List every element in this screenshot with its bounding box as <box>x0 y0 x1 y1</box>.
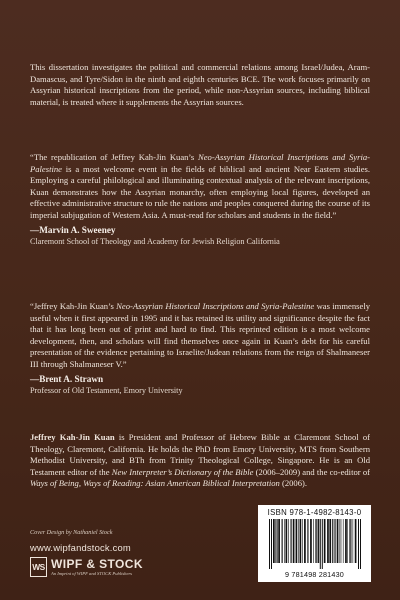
barcode-guard-bar <box>322 519 323 569</box>
barcode-guard-bar <box>358 519 359 569</box>
barcode-bar <box>340 519 341 563</box>
barcode-bar <box>334 519 335 563</box>
barcode-guard-bar <box>320 519 321 569</box>
endorsement-sweeney <box>30 152 370 247</box>
endorsement-text-end: was immensely useful when it first appeared in 1995 and it has retained its utility and significance despite the fact that it has long been out of print and hard to find. This reprinted edition is a most welcome development, then, and scholars will find themselves once again in Kuan’s debt for his careful presentation of the evidence pertaining to Israelite/Judean relations from the reign of Shalmaneser III through Shalmaneser V.” <box>30 301 371 369</box>
publisher-logo-block <box>30 556 143 578</box>
barcode-bar <box>349 519 350 563</box>
barcode-bar <box>355 519 357 563</box>
endorsement-text <box>30 152 370 222</box>
endorsement-text-start: “Jeffrey Kah-Jin Kuan’s <box>30 301 117 311</box>
endorsement-text-end: is a most welcome event in the fields of biblical and ancient Near Eastern studies. Employing a careful philological and illuminating contextual analysis of the relevant inscriptions, Kuan demonstrates how the Assyrian monarchy, often employing local figures, developed an effective administrative structure to rule the nations and peoples conquered during the course of its imperial subjugation of Western Asia. A must-read for scholars and students in the field.” <box>30 163 370 220</box>
barcode-bar <box>353 519 354 563</box>
barcode-bar <box>347 519 348 563</box>
barcode-bar <box>350 519 351 563</box>
barcode-bar <box>278 519 280 563</box>
bio-work-title: New Interpreter’s Dictionary of the Bible <box>111 466 254 477</box>
book-description <box>30 62 370 108</box>
barcode-guard-bar <box>269 519 270 569</box>
author-name: Jeffrey Kah-Jin Kuan <box>30 432 115 442</box>
barcode-bar <box>327 519 329 563</box>
publisher-website[interactable]: www.wipfandstock.com <box>30 542 131 553</box>
endorsement-text-start: “The republication of Jeffrey Kah-Jin Kuan’s <box>30 152 199 162</box>
barcode-bars <box>268 519 363 569</box>
barcode-bar <box>343 519 344 563</box>
barcode-guard-bar <box>360 519 361 569</box>
endorsement-book-title: Neo-Assyrian Historical Inscriptions and Syria-Palestine <box>30 152 370 174</box>
barcode-bar <box>302 519 303 563</box>
barcode-bar <box>291 519 292 563</box>
isbn-label: ISBN 978-1-4982-8143-0 <box>267 508 362 517</box>
barcode-bar <box>300 519 302 563</box>
barcode-bar <box>307 519 308 563</box>
barcode-digits: 9 781498 281430 <box>285 570 344 579</box>
barcode-bar <box>318 519 319 563</box>
endorser-name: —Marvin A. Sweeney <box>30 224 116 235</box>
barcode-bar <box>282 519 283 563</box>
barcode-guard-bar <box>271 519 272 569</box>
barcode-bar <box>288 519 289 563</box>
barcode-bar <box>332 519 333 563</box>
publisher-name: WIPF & STOCK <box>51 556 143 571</box>
barcode-bar <box>286 519 288 563</box>
endorsement-text <box>30 301 370 371</box>
endorsement-strawn <box>30 301 370 396</box>
barcode-bar <box>329 519 331 563</box>
barcode-bar <box>316 519 317 563</box>
barcode-bar <box>284 519 285 563</box>
barcode-bar <box>304 519 306 563</box>
barcode-bar <box>341 519 342 563</box>
barcode-bar <box>313 519 314 563</box>
bio-text <box>30 432 370 490</box>
barcode-bar <box>296 519 298 563</box>
barcode-bar <box>275 519 276 563</box>
publisher-tagline: An Imprint of WIPF and STOCK Publishers <box>51 570 133 576</box>
endorsement-book-title: Neo-Assyrian Historical Inscriptions and Syria-Palestine <box>116 301 315 311</box>
barcode-bar <box>273 519 275 563</box>
endorser-name: —Brent A. Strawn <box>30 373 104 384</box>
isbn-barcode <box>258 505 371 582</box>
barcode-bar <box>293 519 295 563</box>
description-text: This dissertation investigates the political and commercial relations among Israel/Judea, Aram-Damascus, and Tyre/Sidon in the ninth and eighth centuries BCE. The work focuses primarily on Assyrian historical inscriptions from the period, while non-Assyrian sources, including biblical material, is treated where it supplements the Assyrian sources. <box>30 62 370 107</box>
barcode-bar <box>298 519 299 563</box>
bio-work-title: Ways of Being, Ways of Reading: Asian American Biblical Interpretation <box>30 478 280 489</box>
endorser-affiliation: Professor of Old Testament, Emory University <box>30 385 183 395</box>
bio-text-part: is President and Professor of Hebrew Bible at Claremont School of Theology, Claremont, California. He holds the PhD from Emory University, MTS from Southern Methodist University, and BTh from Trinity Theological College, Singapore. He is an Old Testament editor of the <box>30 432 371 477</box>
bio-text-part: (2006). <box>279 478 308 489</box>
barcode-bar <box>310 519 312 563</box>
publisher-logo-icon: WS <box>30 557 47 577</box>
bio-text-part: (2006–2009) and the co-editor of <box>253 466 370 477</box>
cover-design-credit: Cover Design by Nathaniel Stock <box>30 529 113 536</box>
publisher-name-wrap <box>51 558 143 577</box>
barcode-bar <box>337 519 339 563</box>
barcode-bar <box>345 519 347 563</box>
author-bio <box>30 432 370 490</box>
endorser-affiliation: Claremont School of Theology and Academy for Jewish Religion California <box>30 236 280 246</box>
barcode-bar <box>324 519 326 563</box>
barcode-bar <box>315 519 316 563</box>
barcode-bar <box>277 519 278 563</box>
